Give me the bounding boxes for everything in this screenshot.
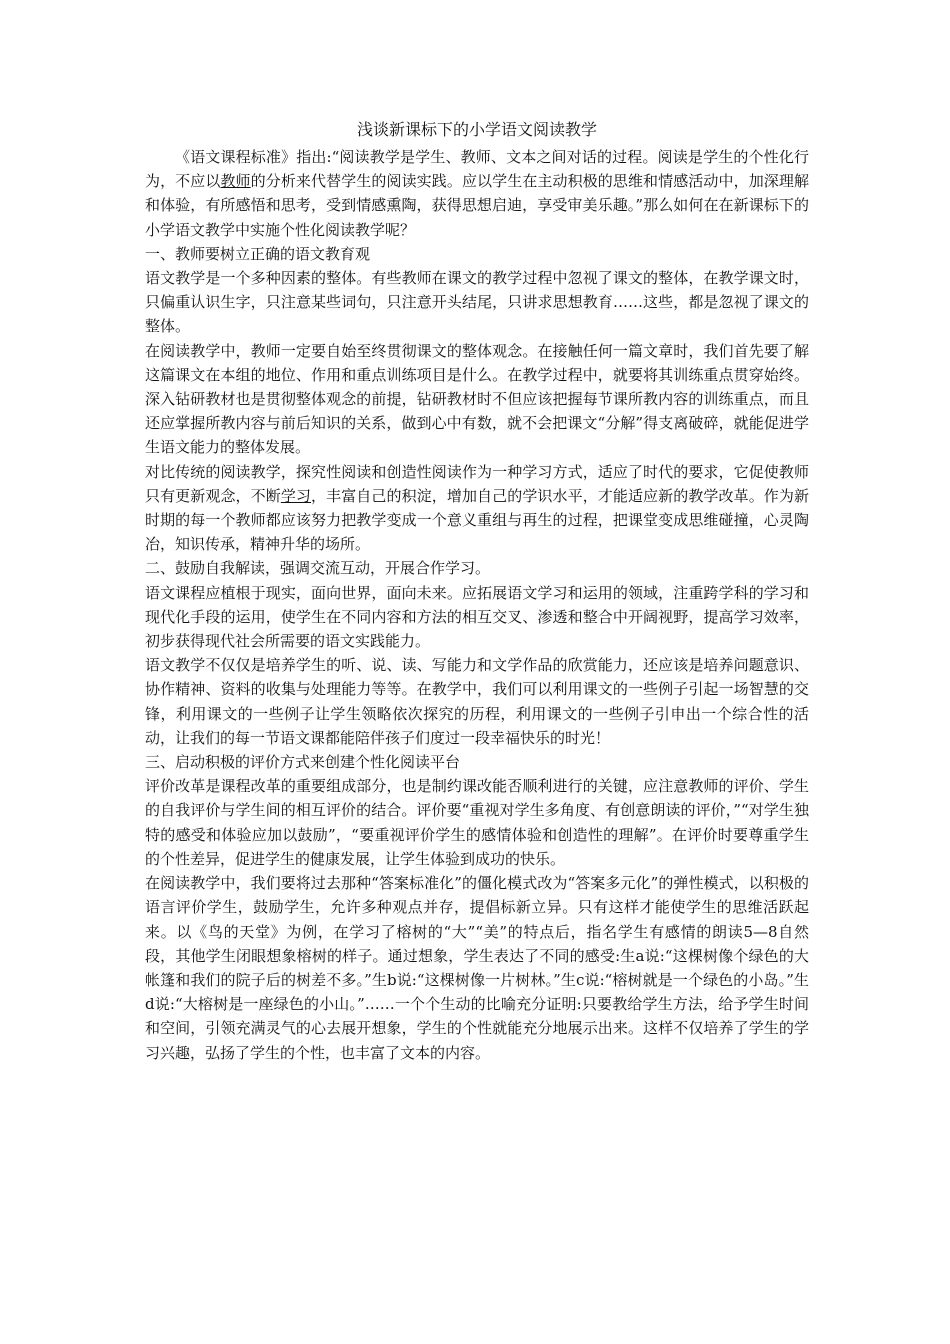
section1-p3-text-1: 对比传统的阅读教学，探究性阅读和创造性阅读作为一种学习方式，适应了时代的要求，它促使教师只有更新观念，不断 (145, 462, 809, 505)
section1-paragraph-3 (145, 460, 809, 557)
section3-paragraph-2: 在阅读教学中，我们要将过去那种“答案标准化”的僵化模式改为“答案多元化”的弹性模式，以积极的语言评价学生，鼓励学生，允许多种观点并存，提倡标新立异。只有这样才能使学生的思维活跃起来。以《鸟的天堂》为例，在学习了榕树的“大”“美”的特点后，指名学生有感情的朗读5—8自然段，其他学生闭眼想象榕树的样子。通过想象，学生表达了不同的感受:生a说:“这棵树像个绿色的大帐篷和我们的院子后的树差不多。”生b说:“这棵树像一片树林。”生c说:“榕树就是一个绿色的小岛。”生d说:“大榕树是一座绿色的小山。”……一个个生动的比喻充分证明:只要教给学生方法，给予学生时间和空间，引领充满灵气的心去展开想象，学生的个性就能充分地展示出来。这样不仅培养了学生的学习兴趣，弘扬了学生的个性，也丰富了文本的内容。 (145, 874, 809, 1062)
document-page (145, 118, 809, 1065)
intro-paragraph (145, 145, 809, 242)
section3-heading: 三、启动积极的评价方式来创建个性化阅读平台 (145, 753, 461, 772)
section2-heading: 二、鼓励自我解读，强调交流互动，开展合作学习。 (145, 559, 491, 578)
section1-p3-text-2: ，丰富自己的积淀，增加自己的学识水平，才能适应新的教学改革。作为新时期的每一个教师都应该努力把教学变成一个意义重组与再生的过程，把课堂变成思维碰撞，心灵陶冶，知识传承，精神升华的场所。 (145, 486, 809, 554)
document-title: 浅谈新课标下的小学语文阅读教学 (356, 120, 597, 139)
section1-paragraph-2: 在阅读教学中，教师一定要自始至终贯彻课文的整体观念。在接触任何一篇文章时，我们首先要了解这篇课文在本组的地位、作用和重点训练项目是什么。在教学过程中，就要将其训练重点贯穿始终。深入钻研教材也是贯彻整体观念的前提，钻研教材时不但应该把握每节课所教内容的训练重点，而且还应掌握所教内容与前后知识的关系，做到心中有数，就不会把课文“分解”得支离破碎，就能促进学生语文能力的整体发展。 (145, 341, 809, 457)
teacher-link[interactable]: 教师 (220, 172, 251, 191)
study-link[interactable]: 学习 (280, 486, 312, 505)
section2-paragraph-1: 语文课程应植根于现实，面向世界，面向未来。应拓展语文学习和运用的领域，注重跨学科的学习和现代化手段的运用，使学生在不同内容和方法的相互交叉、渗透和整合中开阔视野，提高学习效率，初步获得现代社会所需要的语文实践能力。 (145, 583, 809, 651)
section1-paragraph-1: 语文教学是一个多种因素的整体。有些教师在课文的教学过程中忽视了课文的整体，在教学课文时，只偏重认识生字，只注意某些词句，只注意开头结尾，只讲求思想教育……这些，都是忽视了课文的整体。 (145, 269, 809, 336)
section2-paragraph-2: 语文教学不仅仅是培养学生的听、说、读、写能力和文学作品的欣赏能力，还应该是培养问题意识、协作精神、资料的收集与处理能力等等。在教学中，我们可以利用课文的一些例子引起一场智慧的交锋，利用课文的一些例子让学生领略依次探究的历程，利用课文的一些例子引申出一个综合性的活动，让我们的每一节语文课都能陪伴孩子们度过一段幸福快乐的时光！ (145, 656, 809, 747)
section3-paragraph-1: 评价改革是课程改革的重要组成部分，也是制约课改能否顺利进行的关键，应注意教师的评价、学生的自我评价与学生间的相互评价的结合。评价要“重视对学生多角度、有创意朗读的评价，”“对学生独特的感受和体验应加以鼓励”，“要重视评价学生的感情体验和创造性的理解”。在评价时要尊重学生的个性差异，促进学生的健康发展，让学生体验到成功的快乐。 (145, 777, 809, 868)
section1-heading: 一、教师要树立正确的语文教育观 (145, 244, 371, 263)
intro-text-1: 《语文课程标准》指出:“阅读教学是学生、教师、文本之间对话的过程。阅读是学生的个性化行为，不应以 (145, 148, 809, 191)
intro-text-2: 的分析来代替学生的阅读实践。应以学生在主动积极的思维和情感活动中，加深理解和体验，有所感悟和思考，受到情感熏陶，获得思想启迪，享受审美乐趣。”那么如何在在新课标下的小学语文教学中实施个性化阅读教学呢？ (145, 172, 809, 239)
